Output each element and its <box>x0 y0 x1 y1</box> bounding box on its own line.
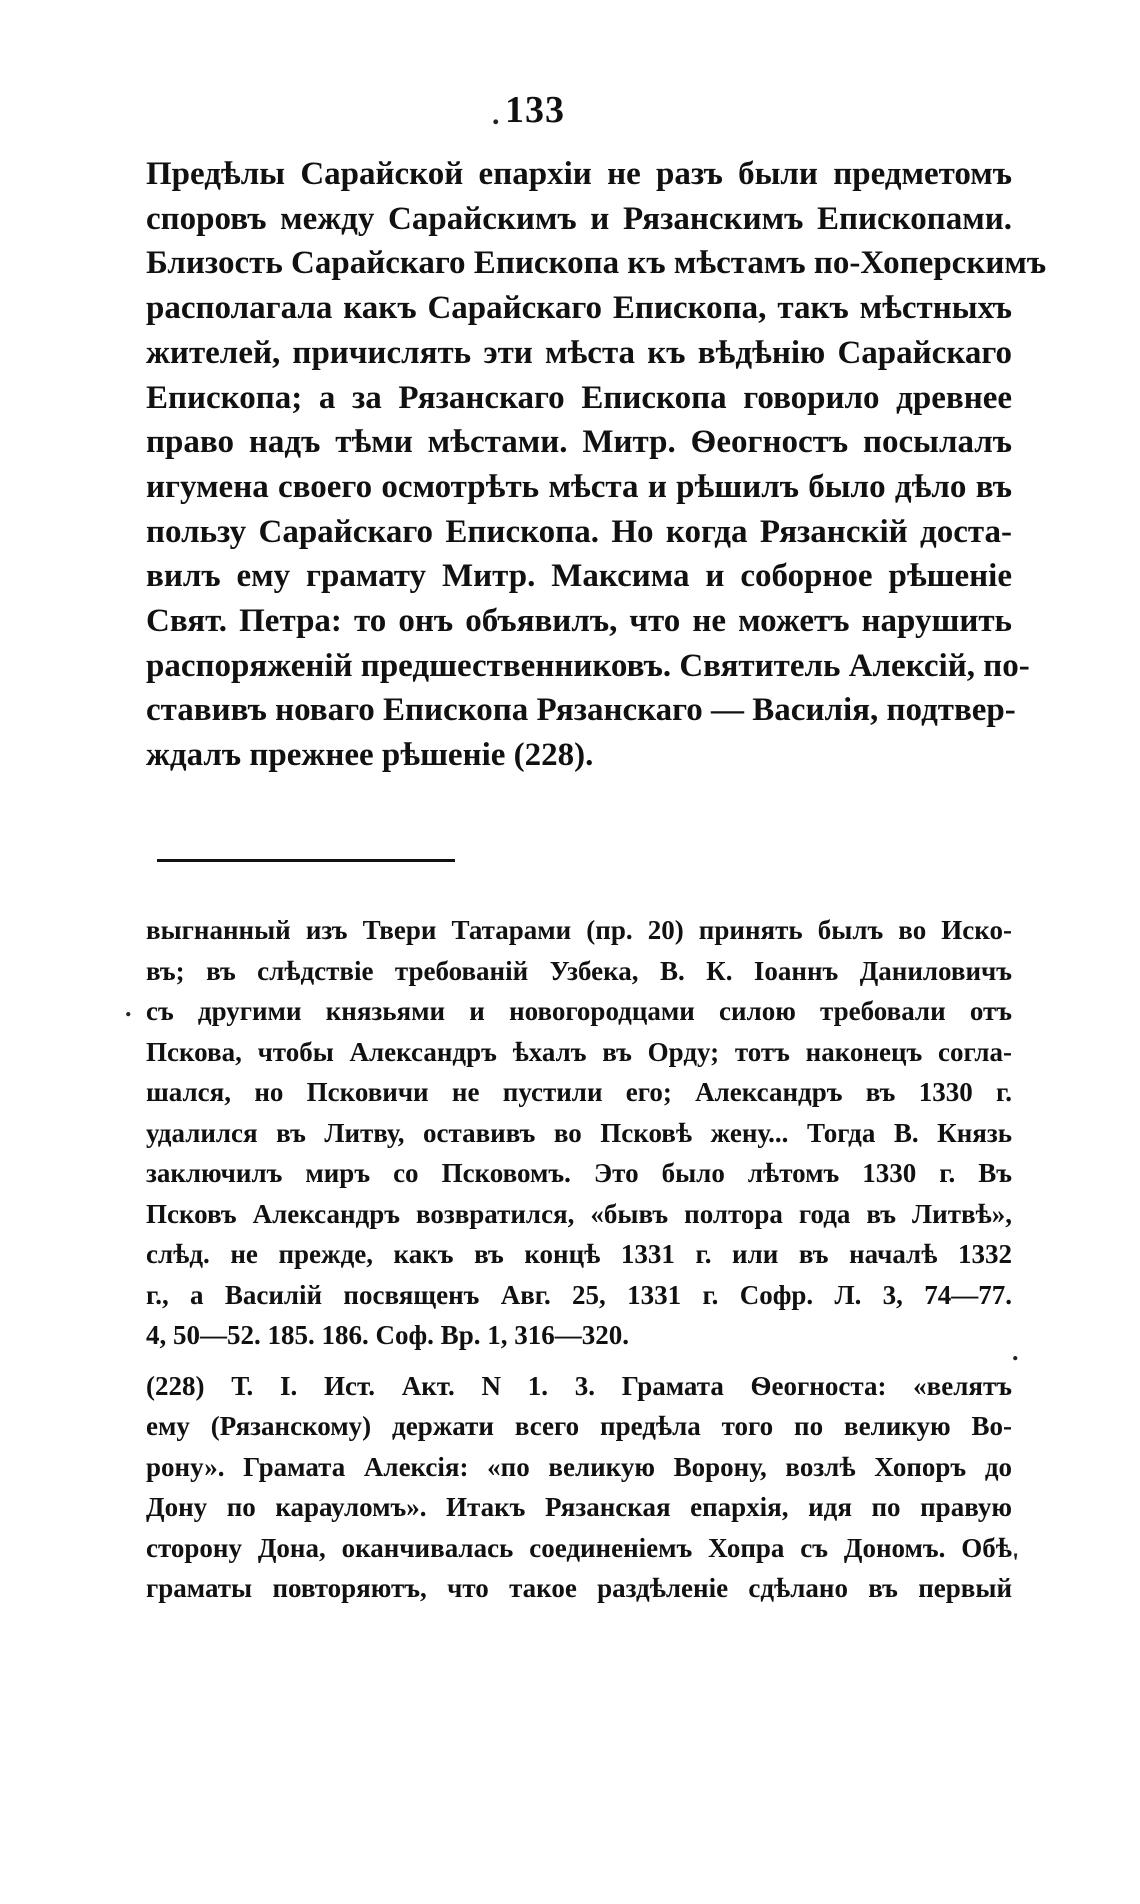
footnote-line: г., а Василій посвященъ Авг. 25, 1331 г. Софр. Л. 3, 74—77. <box>146 1279 1012 1310</box>
footnote-line: Псковъ Александръ возвратился, «бывъ полтора года въ Литвѣ», <box>146 1198 1012 1229</box>
main-text-line: Свят. Петра: то онъ объявилъ, что не можетъ нарушить <box>146 603 1012 640</box>
footnote-line: рону». Грамата Алексія: «по великую Ворону, возлѣ Хопоръ до <box>146 1451 1012 1482</box>
main-text-line: распоряженій предшественниковъ. Святитель Алексій, по- <box>146 647 1030 684</box>
main-text-line: игумена своего осмотрѣть мѣста и рѣшилъ было дѣло въ <box>146 468 1012 505</box>
footnote-line: слѣд. не прежде, какъ въ концѣ 1331 г. или въ началѣ 1332 <box>146 1239 1012 1269</box>
footnote-228 <box>146 1366 1012 1609</box>
footnote-line: удалился въ Литву, оставивъ во Псковѣ жену... Тогда В. Князь <box>146 1117 1012 1148</box>
stray-dot-mark: . <box>125 993 132 1022</box>
footnote-line: въ; въ слѣдствіе требованій Узбека, В. К. Іоаннъ Даниловичъ <box>146 955 1012 986</box>
footnote-line: сторону Дона, оканчивалась соединеніемъ Хопра съ Дономъ. Обѣ <box>146 1532 1012 1563</box>
footnote-line: Пскова, чтобы Александръ ѣхалъ въ Орду; тотъ наконецъ согла- <box>146 1036 1012 1067</box>
main-text-line: вилъ ему грамату Митр. Максима и соборное рѣшеніе <box>146 558 1012 595</box>
footnote-line: 4, 50—52. 185. 186. Соф. Вр. 1, 316—320. <box>146 1320 629 1350</box>
main-text-line: пользу Сарайскаго Епископа. Но когда Рязанскій доста- <box>146 513 1012 550</box>
main-text-line: располагала какъ Сарайскаго Епископа, такъ мѣстныхъ <box>146 290 1012 327</box>
footnotes-section <box>146 910 1012 1609</box>
footnote-line: заключилъ миръ со Псковомъ. Это было лѣтомъ 1330 г. Въ <box>146 1158 1012 1188</box>
footnote-line: Дону по карауломъ». Итакъ Рязанская епархія, идя по правую <box>146 1492 1012 1522</box>
stray-dot-mark: . <box>492 98 500 131</box>
footnote-continued <box>146 910 1012 1356</box>
footnote-divider <box>157 859 455 862</box>
footnote-line: шался, но Псковичи не пустили его; Александръ въ 1330 г. <box>146 1077 1012 1107</box>
main-text-line: право надъ тѣми мѣстами. Митр. Ѳеогностъ посылалъ <box>146 424 1012 461</box>
main-text-line: споровъ между Сарайскимъ и Рязанскимъ Епископами. <box>146 200 1012 237</box>
main-text-line: Епископа; а за Рязанскаго Епископа говорило древнее <box>146 379 1012 416</box>
main-text-line: Близость Сарайскаго Епископа къ мѣстамъ по-Хоперскимъ <box>146 245 1047 282</box>
main-text-line: жителей, причислять эти мѣста къ вѣдѣнію Сарайскаго <box>146 334 1012 371</box>
footnote-line: съ другими князьями и новогородцами силою требовали отъ <box>146 996 1012 1026</box>
main-text-line: ставивъ новаго Епископа Рязанскаго — Василія, подтвер- <box>146 692 1016 729</box>
footnote-line: ему (Рязанскому) держати всего предѣла того по великую Во- <box>146 1411 1012 1441</box>
main-text-line: Предѣлы Сарайской епархіи не разъ были предметомъ <box>146 156 1012 192</box>
main-paragraph <box>146 152 1047 778</box>
footnote-line: (228) Т. I. Ист. Акт. N 1. 3. Грамата Ѳеогноста: «велятъ <box>146 1370 1012 1401</box>
main-text-line: ждалъ прежнее рѣшеніе (228). <box>146 737 594 774</box>
footnote-line: выгнанный изъ Твери Татарами (пр. 20) принять былъ во Иско- <box>146 915 1012 945</box>
stray-apostrophe-mark: ' <box>1012 1548 1020 1577</box>
stray-dot-mark: . <box>1012 1337 1019 1366</box>
page-number: 133 <box>505 89 565 131</box>
footnote-line: граматы повторяютъ, что такое раздѣленіе сдѣлано въ первый <box>146 1573 1012 1603</box>
